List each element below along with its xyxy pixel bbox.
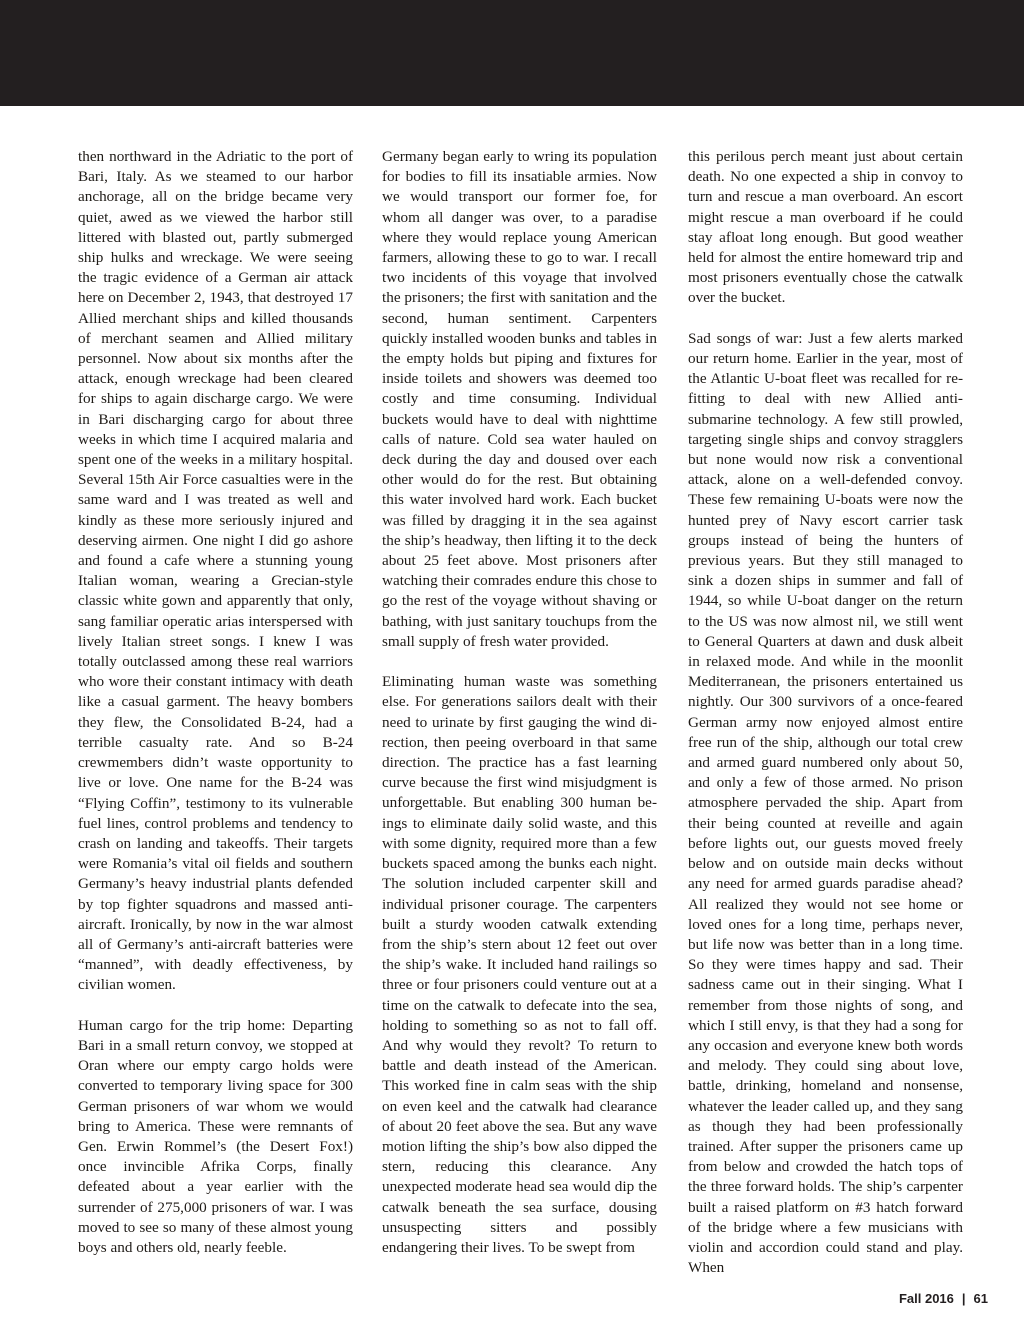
text-column-2 [382, 147, 657, 1258]
paragraph: this perilous perch meant just about certain death. No one expected a ship in convoy to turn and rescue a man overboard. An escort might rescue a man overboard if he could stay afloat long enough. But good weather held for almost the entire homeward trip and most prisoners eventually chose the catwalk over the bucket. [688, 148, 963, 307]
page-number: 61 [973, 1291, 988, 1306]
folio-separator: | [961, 1291, 966, 1306]
paragraph: Sad songs of war: Just a few alerts marked our return home. Earlier in the year, most of the Atlantic U-boat fleet was recalled for re-fitting to deal with new Allied anti-submarine technology. A few still prowled, targeting single ships and convoy stragglers but none would now risk a conventional attack, alone on a well-defended convoy. These few remaining U-boats were now the hunted prey of Navy escort carrier task groups instead of being the hunters of previous years. But they still managed to sink a dozen ships in summer and fall of 1944, so while U-boat danger on the return to the US was now almost nil, we still went to General Quarters at dawn and dusk albeit in relaxed mode. And while in the moonlit Mediterranean, the prisoners entertained us nightly. Our 300 survivors of a once-feared German army now enjoyed almost entire free run of the ship, although our total crew and armed guard numbered only about 50, and only a few of those armed. No prison atmosphere pervaded the ship. Apart from their being counted at reveille and again before lights out, our guests moved freely below and on outside main decks without any need for armed guards paradise ahead? All realized they would not see home or loved ones for a long time, perhaps never, but life now was better than in a long time. So they were times happy and sad. Their sadness came out in their singing. What I remember from those nights of song, and which I still envy, is that they had a song for any occasion and everyone knew both words and melody. They could sing about love, battle, drinking, homeland and nonsense, whatever the leader called up, and they sang as though they had been professionally trained. After supper the prisoners came up from below and crowded the hatch tops of the three forward holds. The ship’s carpenter built a raised platform on #3 hatch forward of the bridge where a few musicians with violin and accordion could stand and play. When [688, 329, 963, 1277]
text-column-3 [688, 147, 963, 1278]
text-column-1 [78, 147, 353, 1258]
header-bar [0, 0, 1024, 106]
paragraph: Eliminating human waste was something else. For generations sailors dealt with their need to urinate by first gauging the wind direction, then peeing overboard in that same direction. The practice has a fast learning curve because the first wind misjudgment is unforgettable. But enabling 300 human beings to eliminate daily solid waste, and this with some dignity, required more than a few buckets spaced among the bunks each night. The solution included carpenter skill and individual prisoner courage. The carpenters built a sturdy wooden catwalk extending from the ship’s stern about 12 feet out over the ship’s wake. It included hand railings so three or four prisoners could venture out at a time on the catwalk to defecate into the sea, holding to something so as not to fall off. And why would they revolt? To return to battle and death instead of the American. This worked fine in calm seas with the ship on even keel and the catwalk had clearance of about 20 feet above the sea. But any wave motion lifting the ship’s bow also dipped the stern, reducing this clearance. Any unexpected moderate head sea would dip the catwalk beneath the sea surface, dousing unsuspecting sitters and possibly endangering their lives. To be swept from [382, 673, 657, 1256]
paragraph: Human cargo for the trip home: Departing Bari in a small return convoy, we stopped at Oran where our empty cargo holds were converted to temporary living space for 300 German prisoners of war whom we would bring to America. These were remnants of Gen. Erwin Rommel’s (the Desert Fox!) once invincible Afrika Corps, finally defeated about a year earlier with the surrender of 275,000 prisoners of war. I was moved to see so many of these almost young boys and others old, nearly feeble. [78, 1016, 353, 1256]
paragraph: Germany began early to wring its population for bodies to fill its insatiable armies. Now we would transport our former foe, for whom all danger was over, to a paradise where they would replace young American farmers, allowing these to go to war. I recall two incidents of this voyage that involved the prisoners; the first with sanitation and the second, human sentiment. Carpenters quickly installed wooden bunks and tables in the empty holds but piping and fixtures for inside toilets and showers was deemed too costly and time consuming. Individual buckets would have to deal with nighttime calls of nature. Cold sea water hauled on deck during the day and doused over each other would do for the rest. But obtaining this water involved hard work. Each bucket was filled by dragging it in the sea against the ship’s headway, then lifting it to the deck about 25 feet above. Most prisoners after watching their comrades endure this chose to go the rest of the voyage without shaving or bathing, with just sanitary touchups from the small supply of fresh water provided. [382, 148, 657, 650]
paragraph: then northward in the Adriatic to the port of Bari, Italy. As we steamed to our harbor anchorage, all on the bridge became very quiet, awed as we viewed the harbor still littered with blasted out, partly submerged ship hulks and wreckage. We were seeing the tragic evidence of a German air attack here on December 2, 1943, that destroyed 17 Allied merchant ships and killed thousands of merchant seamen and Allied military personnel. Now about six months after the attack, enough wreckage had been cleared for ships to again discharge cargo. We were in Bari discharging cargo for about three weeks in which time I acquired malaria and spent one of the weeks in a military hospital. Several 15th Air Force casualties were in the same ward and I was treated as well and kindly as these more seriously injured and deserving airmen. One night I did go ashore and found a cafe where a stunning young Italian woman, wearing a Grecian-style classic white gown and apparently that only, sang familiar operatic arias interspersed with lively Italian street songs. I knew I was totally outclassed among these real warriors who wore their constant intimacy with death like a casual garment. The heavy bombers they flew, the Consolidated B-24, had a terrible casualty rate. And so B-24 crewmembers didn’t waste opportunity to live or love. One name for the B-24 was “Flying Coffin”, testimony to its vulnerable fuel lines, control problems and tendency to crash on landing and takeoffs. Their targets were Romania’s vital oil fields and southern Germany’s heavy industrial plants defended by top fighter squadrons and massed anti-aircraft. Ironically, by now in the war almost all of Germany’s anti-aircraft batteries were “manned”, with deadly effectiveness, by civilian women. [78, 148, 353, 994]
page-folio [899, 1291, 988, 1306]
issue-label: Fall 2016 [898, 1291, 954, 1306]
